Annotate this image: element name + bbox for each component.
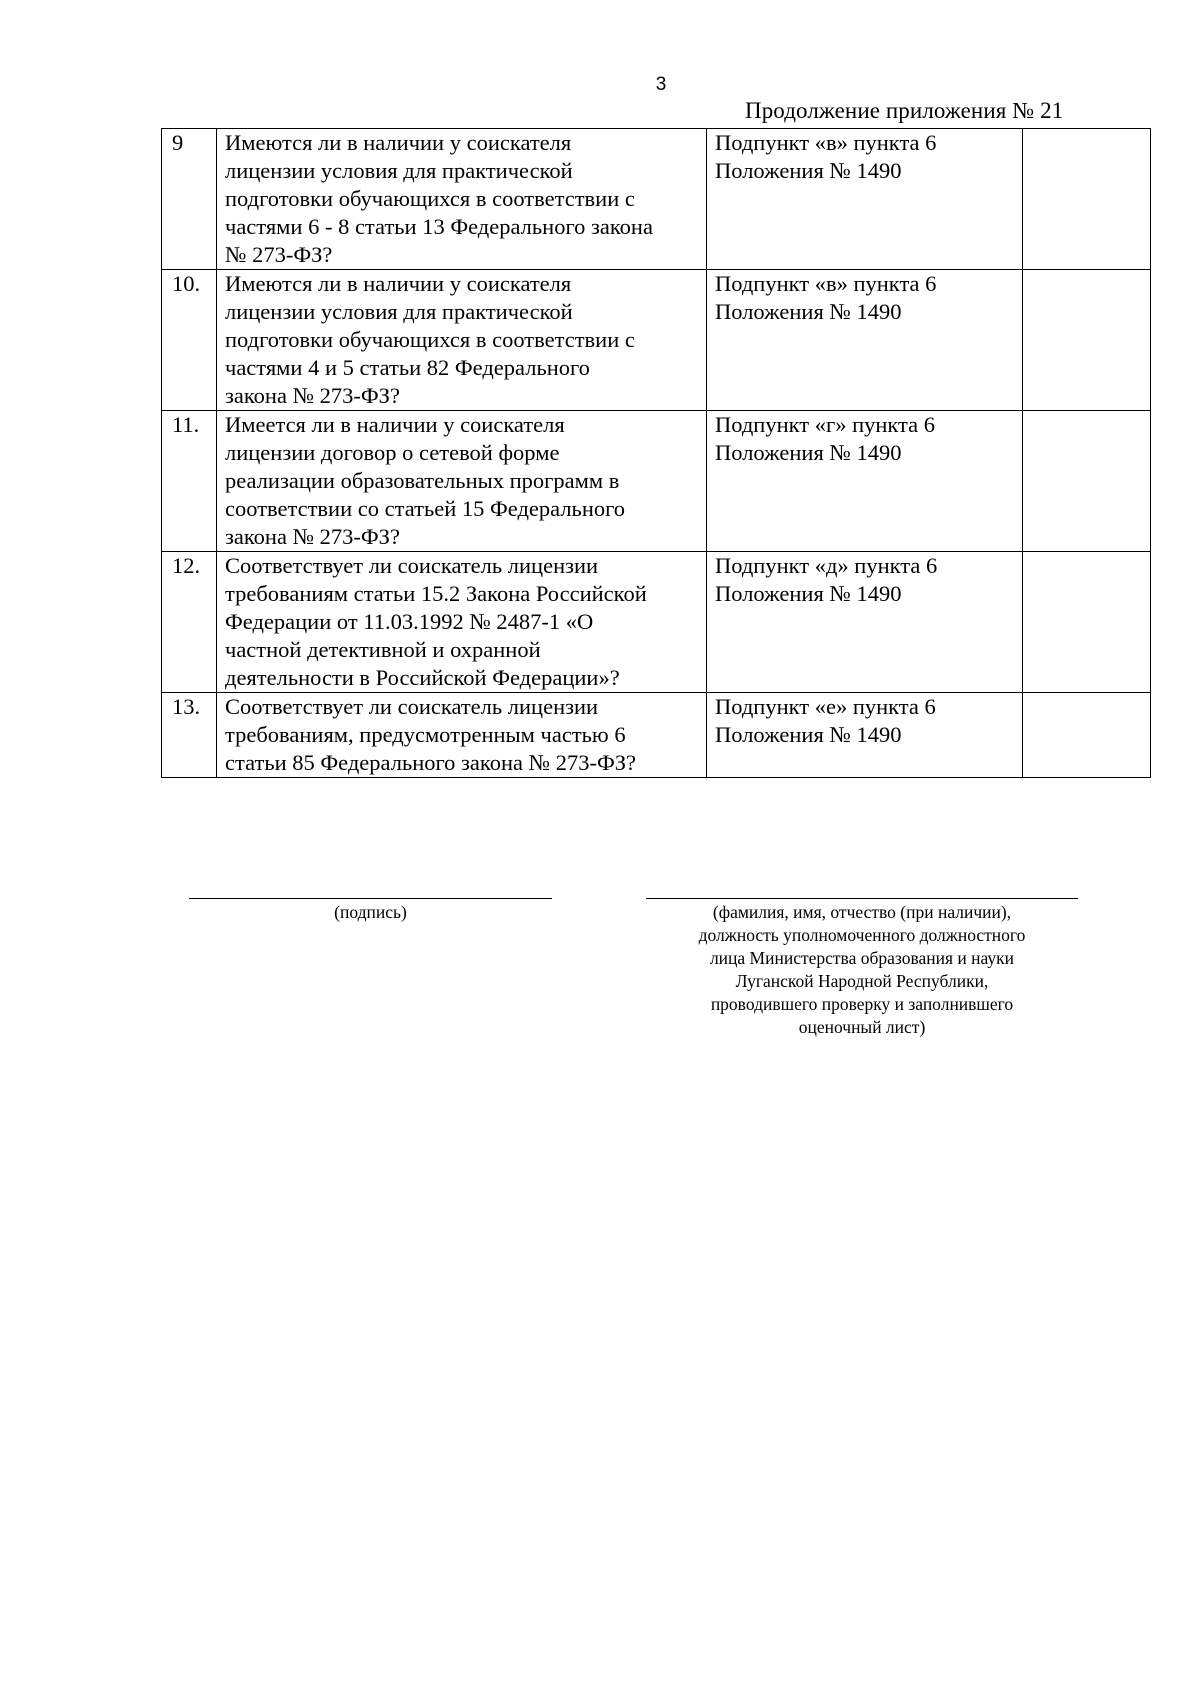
- question-line: лицензии условия для практической: [225, 299, 573, 324]
- caption-line: лица Министерства образования и науки: [709, 948, 1015, 968]
- question-line: подготовки обучающихся в соответствии с: [225, 327, 635, 352]
- table-row: [162, 129, 1151, 270]
- basis-line: Подпункт «е» пункта 6: [715, 694, 936, 719]
- mark-cell[interactable]: [1023, 693, 1151, 778]
- basis-cell: [707, 129, 1023, 270]
- question-line: Федерации от 11.03.1992 № 2487-1 «О: [225, 609, 594, 634]
- question-line: лицензии условия для практической: [225, 158, 573, 183]
- question-cell: [217, 552, 707, 693]
- basis-line: Положения № 1490: [715, 158, 902, 183]
- question-line: требованиям, предусмотренным частью 6: [225, 722, 626, 747]
- basis-line: Положения № 1490: [715, 440, 902, 465]
- basis-line: Положения № 1490: [715, 299, 902, 324]
- caption-line: оценочный лист): [798, 1017, 926, 1037]
- question-line: Имеется ли в наличии у соискателя: [225, 412, 565, 437]
- basis-line: Подпункт «в» пункта 6: [715, 271, 937, 296]
- row-number: 12.: [162, 552, 217, 693]
- question-line: закона № 273-ФЗ?: [225, 383, 400, 408]
- question-line: статьи 85 Федерального закона № 273-ФЗ?: [225, 750, 636, 775]
- question-cell: [217, 411, 707, 552]
- mark-cell[interactable]: [1023, 411, 1151, 552]
- row-number: 10.: [162, 270, 217, 411]
- question-line: Соответствует ли соискатель лицензии: [225, 694, 599, 719]
- basis-cell: [707, 270, 1023, 411]
- question-line: частями 6 - 8 статьи 13 Федерального закона: [225, 214, 653, 239]
- question-line: реализации образовательных программ в: [225, 468, 620, 493]
- basis-line: Положения № 1490: [715, 581, 902, 606]
- official-name-line[interactable]: [646, 898, 1078, 899]
- question-line: частной детективной и охранной: [225, 637, 541, 662]
- question-line: закона № 273-ФЗ?: [225, 524, 400, 549]
- signature-caption: (подпись): [334, 902, 407, 922]
- question-line: частями 4 и 5 статьи 82 Федерального: [225, 355, 590, 380]
- question-line: деятельности в Российской Федерации»?: [225, 665, 620, 690]
- table-row: [162, 270, 1151, 411]
- caption-line: проводившего проверку и заполнившего: [710, 994, 1014, 1014]
- basis-line: Подпункт «в» пункта 6: [715, 130, 937, 155]
- page-number: 3: [655, 74, 667, 95]
- basis-line: Подпункт «д» пункта 6: [715, 553, 938, 578]
- table-row: [162, 552, 1151, 693]
- question-line: № 273-ФЗ?: [225, 242, 333, 267]
- question-line: Соответствует ли соискатель лицензии: [225, 553, 599, 578]
- question-cell: [217, 270, 707, 411]
- mark-cell[interactable]: [1023, 129, 1151, 270]
- basis-cell: [707, 411, 1023, 552]
- checklist-table: [161, 128, 1151, 778]
- mark-cell[interactable]: [1023, 270, 1151, 411]
- row-number: 13.: [162, 693, 217, 778]
- continuation-header: Продолжение приложения № 21: [745, 98, 1064, 123]
- question-line: требованиям статьи 15.2 Закона Российской: [225, 581, 647, 606]
- question-cell: [217, 693, 707, 778]
- caption-line: Луганской Народной Республики,: [735, 971, 989, 991]
- row-number: 9: [162, 129, 217, 270]
- official-name-caption: [646, 901, 1078, 1039]
- basis-line: Подпункт «г» пункта 6: [715, 412, 936, 437]
- question-line: Имеются ли в наличии у соискателя: [225, 271, 572, 296]
- basis-line: Положения № 1490: [715, 722, 902, 747]
- signature-line[interactable]: [189, 898, 552, 899]
- table-row: [162, 693, 1151, 778]
- table-row: [162, 411, 1151, 552]
- basis-cell: [707, 552, 1023, 693]
- question-line: соответствии со статьей 15 Федерального: [225, 496, 626, 521]
- question-cell: [217, 129, 707, 270]
- mark-cell[interactable]: [1023, 552, 1151, 693]
- row-number: 11.: [162, 411, 217, 552]
- basis-cell: [707, 693, 1023, 778]
- question-line: лицензии договор о сетевой форме: [225, 440, 560, 465]
- question-line: подготовки обучающихся в соответствии с: [225, 186, 635, 211]
- caption-line: (фамилия, имя, отчество (при наличии),: [712, 902, 1012, 922]
- caption-line: должность уполномоченного должностного: [698, 925, 1026, 945]
- question-line: Имеются ли в наличии у соискателя: [225, 130, 572, 155]
